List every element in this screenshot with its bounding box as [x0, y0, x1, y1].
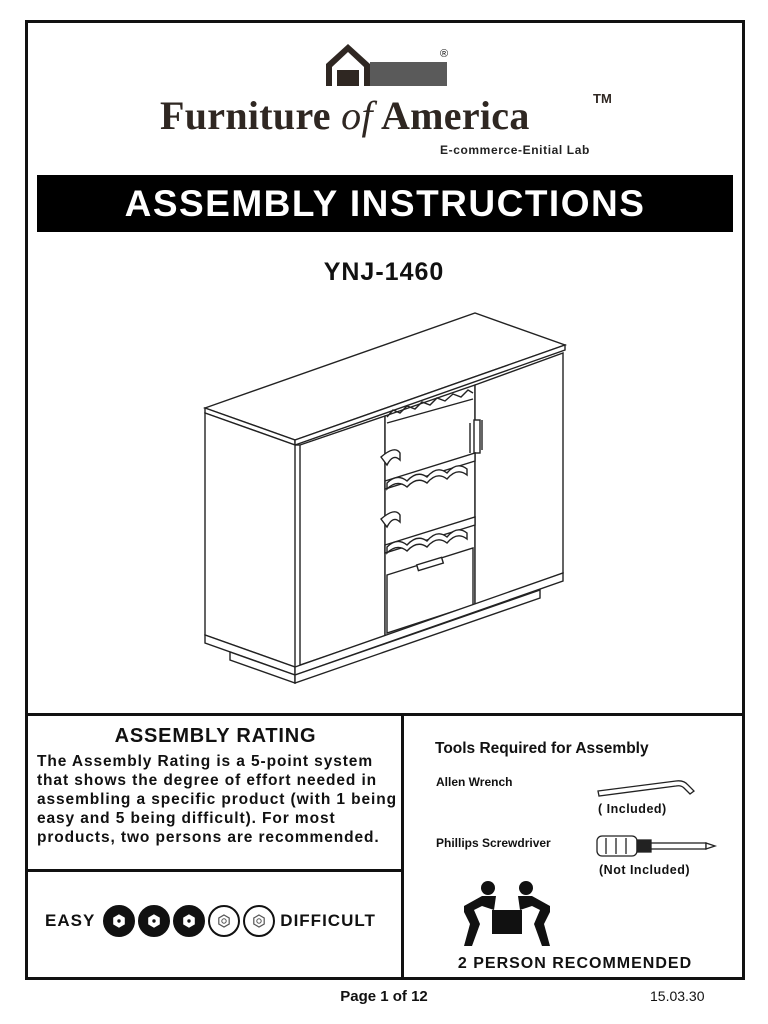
difficult-label: DIFFICULT: [280, 911, 376, 930]
brand-name: Furniture of America: [160, 93, 530, 138]
tool-name-screwdriver: Phillips Screwdriver: [436, 836, 551, 850]
rating-dot-empty: [243, 905, 275, 937]
house-logo-icon: [323, 40, 453, 90]
rating-dot-filled: [103, 905, 135, 937]
trademark: TM: [593, 91, 612, 106]
page-title: ASSEMBLY INSTRUCTIONS: [124, 182, 646, 224]
title-banner: [37, 175, 733, 232]
brand-logo: [160, 40, 620, 160]
brand-tagline: E-commerce-Enitial Lab: [440, 143, 590, 157]
screwdriver-icon: [594, 832, 719, 860]
registered-mark: ®: [440, 48, 449, 60]
section-divider: [25, 713, 745, 716]
tool-name-allen-wrench: Allen Wrench: [436, 775, 513, 789]
sideboard-illustration: [195, 305, 575, 690]
difficulty-scale: [45, 905, 376, 937]
person-recommendation: 2 PERSON RECOMMENDED: [457, 955, 693, 972]
rating-dot-empty: [208, 905, 240, 937]
rating-dots: [101, 905, 276, 937]
rating-title: ASSEMBLY RATING: [114, 725, 317, 747]
rating-dot-filled: [138, 905, 170, 937]
tool-note-screwdriver: (Not Included): [599, 863, 691, 877]
column-divider: [401, 713, 404, 980]
rating-description: The Assembly Rating is a 5-point system that shows the degree of effort needed in assembling a specific product (with 1 being easy and 5 being difficult). For most products, two persons are recommended.: [37, 753, 397, 846]
rating-dot-filled: [173, 905, 205, 937]
tool-note-allen-wrench: ( Included): [598, 802, 667, 816]
page-number: Page 1 of 12: [340, 988, 428, 1005]
allen-wrench-icon: [592, 775, 702, 800]
tools-title: Tools Required for Assembly: [435, 740, 649, 757]
easy-label: EASY: [45, 911, 96, 930]
rating-divider: [25, 869, 403, 872]
two-person-lift-icon: [460, 880, 560, 950]
document-date: 15.03.30: [650, 988, 705, 1004]
model-number: YNJ-1460: [323, 258, 445, 286]
